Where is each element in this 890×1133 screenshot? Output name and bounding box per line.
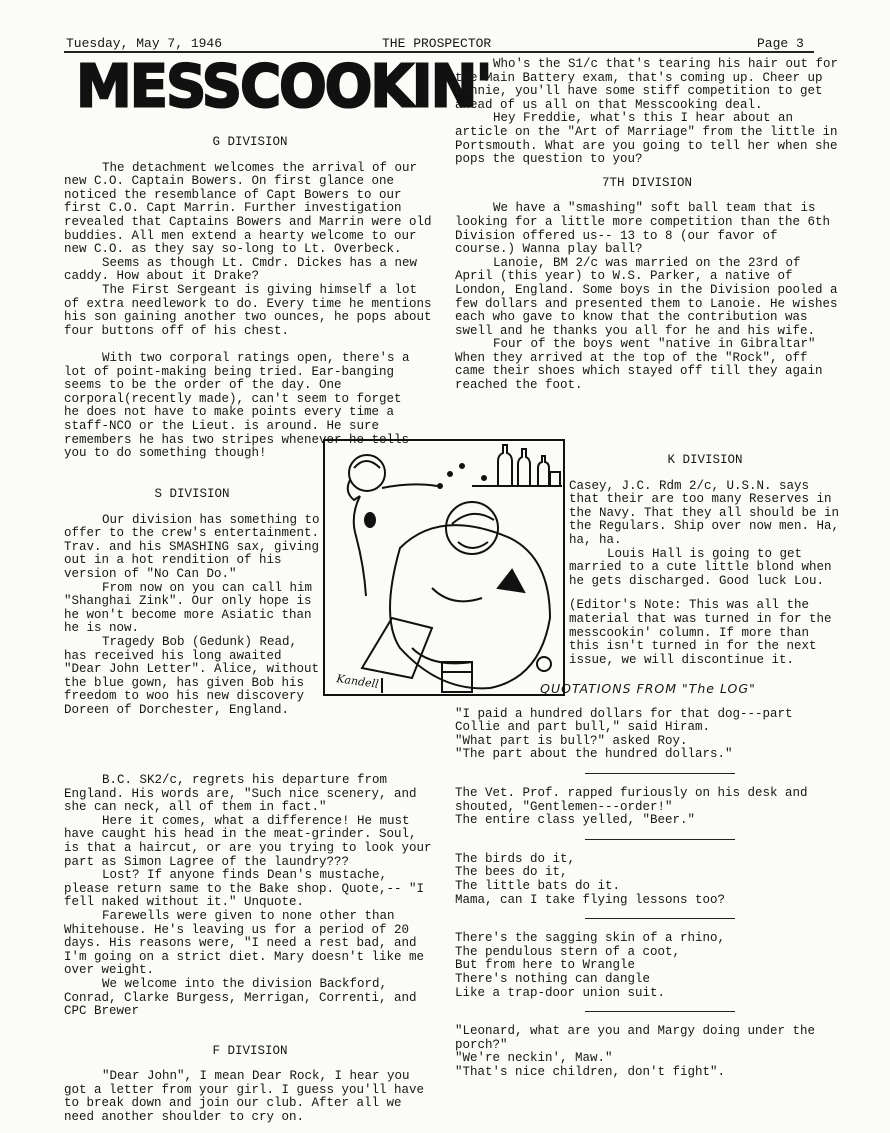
- f-paragraph: "Dear John", I mean Dear Rock, I hear you got a letter from your girl. I guess you'll have to break down and join our club. After all we need another shoulder to cry on.: [64, 1069, 425, 1125]
- g-paragraph: With two corporal ratings open, there's a lot of point-making being tried. Ear-banging seems to be the order of the day. One corporal(recently made), can't seem to forget he does not have to make points every time a staff-NCO or the Lieut. is around. He sure remembers he has two stripes whenever he tells you to do something though!: [64, 351, 410, 461]
- publication-name: THE PROSPECTOR: [382, 36, 492, 51]
- quotations: [455, 682, 841, 1079]
- quote-line: There's nothing can dangle: [455, 971, 651, 986]
- left-column: [64, 126, 436, 338]
- s-paragraph: We welcome into the division Backford, Conrad, Clarke Burgess, Merrigan, Correnti, and CPC Brewer: [64, 976, 417, 1019]
- quote-line: The entire class yelled, "Beer.": [455, 813, 696, 828]
- quote-separator: [585, 773, 735, 774]
- s-paragraph: Our division has something to offer to the crew's entertainment. Trav. and his SMASHING sax, giving out in a hot rendition of his version of "No Can Do.": [64, 512, 320, 581]
- k-division: [569, 444, 841, 667]
- quote-line: The little bats do it.: [455, 878, 621, 893]
- s-division-cont: [64, 774, 436, 1125]
- quote-line: "The part about the hundred dollars.": [455, 747, 733, 762]
- quote-line: The Vet. Prof. rapped furiously on his desk and shouted, "Gentlemen---order!": [455, 785, 808, 814]
- quote-line: "We're neckin', Maw.": [455, 1051, 613, 1066]
- quote-line: The birds do it,: [455, 851, 576, 866]
- k-division-heading: K DIVISION: [667, 453, 743, 467]
- seventh-paragraph: We have a "smashing" soft ball team that is looking for a little more competition than the 6th Division offered us-- 13 to 8 (our favor of course.) Wanna play ball?: [455, 201, 831, 257]
- g-paragraph: The First Sergeant is giving himself a lot of extra needlework to do. Every time he mentions his son gaining another two ounces, he pops about four buttons off of his chest.: [64, 282, 432, 338]
- s-paragraph: From now on you can call him "Shanghai Zink". Our only hope is he won't become more Asiatic than he is now.: [64, 580, 313, 636]
- page-number: Page 3: [757, 36, 804, 51]
- quote-separator: [585, 1011, 735, 1012]
- g-paragraph: The detachment welcomes the arrival of our new C.O. Captain Bowers. On first glance one noticed the resemblance of Capt Bowers to our first C.O. Capt Marrin. Further investigation revealed that Captains Bowers and Marrin were old buddies. All men extend a hearty welcome to our new C.O. as they say so-long to Lt. Overbeck.: [64, 160, 432, 257]
- quote-line: Mama, can I take flying lessons too?: [455, 892, 726, 907]
- s-paragraph: Lost? If anyone finds Dean's mustache, please return same to the Bake shop. Quote,-- "I fell naked without it." Unquote.: [64, 868, 425, 910]
- quotations-heading: QUOTATIONS FROM "The LOG": [540, 681, 756, 696]
- quote-line: But from here to Wrangle: [455, 958, 636, 973]
- svg-text:MESSCOOKIN': MESSCOOKIN': [76, 52, 491, 121]
- g-paragraph: Seems as though Lt. Cmdr. Dickes has a new caddy. How about it Drake?: [64, 255, 418, 284]
- s-paragraph: Farewells were given to none other than Whitehouse. He's leaving us for a period of 20 days. His reasons were, "I need a rest bad, and I'm going on a strict diet. Mary doesn't like me over weight.: [64, 908, 425, 978]
- right-paragraph: Who's the S1/c that's tearing his hair out for the Main Battery exam, that's coming up. Cheer up Lennie, you'll have some stiff competition to get ahead of us all on that Messcooking deal.: [455, 57, 839, 112]
- cartoon-signature: Kandell: [335, 672, 380, 691]
- seventh-division-heading: 7TH DIVISION: [601, 175, 692, 190]
- s-paragraph: B.C. SK2/c, regrets his departure from England. His words are, "Such nice scenery, and she can neck, all of them in fact.": [64, 773, 417, 815]
- f-division-heading: F DIVISION: [212, 1043, 288, 1058]
- quote-separator: [585, 918, 735, 919]
- barber-cartoon: [322, 438, 567, 698]
- quote-separator: [585, 839, 735, 840]
- editor-note: (Editor's Note: This was all the material that was turned in for the messcookin' column. If more than this isn't turned in for the next issue, we will discontinue it.: [569, 598, 832, 667]
- quote-line: "Leonard, what are you and Margy doing under the porch?": [455, 1024, 816, 1052]
- s-division: [64, 478, 320, 718]
- quote-line: "I paid a hundred dollars for that dog---part Collie and part bull," said Hiram.: [455, 706, 793, 735]
- quote-line: "That's nice children, don't fight".: [455, 1064, 726, 1079]
- k-paragraph: Louis Hall is going to get married to a cute little blond when he gets discharged. Good luck Lou.: [569, 546, 832, 588]
- g-division-heading: G DIVISION: [212, 135, 288, 149]
- quote-line: There's the sagging skin of a rhino,: [455, 931, 726, 946]
- seventh-paragraph: Lanoie, BM 2/c was married on the 23rd of April (this year) to W.S. Parker, a native of London, England. Some boys in the Division pooled a few dollars and presented them to Lanoie. He wishes each who gave to know that the contribution was swell and he thanks you all for he and his wife.: [455, 255, 838, 338]
- s-division-heading: S DIVISION: [154, 487, 230, 501]
- seventh-paragraph: Four of the boys went "native in Gibraltar" When they arrived at the top of the "Rock", off came their shoes which stayed off till they again reached the foot.: [455, 337, 823, 393]
- right-column: [455, 58, 839, 393]
- quote-line: Like a trap-door union suit.: [455, 985, 666, 1000]
- quote-line: "What part is bull?" asked Roy.: [455, 733, 688, 748]
- issue-date: Tuesday, May 7, 1946: [66, 36, 223, 51]
- quote-line: The pendulous stern of a coot,: [455, 944, 681, 959]
- barber-cartoon-art: [322, 438, 567, 698]
- right-paragraph: Hey Freddie, what's this I hear about an article on the "Art of Marriage" from the little in Portsmouth. What are you going to tell her when she pops the question to you?: [455, 111, 838, 167]
- messcookin-logo-art: [72, 52, 491, 121]
- quote-line: The bees do it,: [455, 865, 568, 880]
- s-paragraph: Tragedy Bob (Gedunk) Read, has received his long awaited "Dear John Letter". Alice, without the blue gown, has given Bob his freedom to woo his new discovery Doreen of Dorchester, England.: [64, 634, 320, 717]
- messcookin-logo: [72, 52, 491, 121]
- s-paragraph: Here it comes, what a difference! He must have caught his head in the meat-grinder. Soul, is that a haircut, or are you trying to look your part as Simon Lagree of the laundry???: [64, 813, 432, 869]
- k-paragraph: Casey, J.C. Rdm 2/c, U.S.N. says that their are too many Reserves in the Navy. That they all should be in the Regulars. Ship over now men. Ha, ha, ha.: [569, 478, 840, 547]
